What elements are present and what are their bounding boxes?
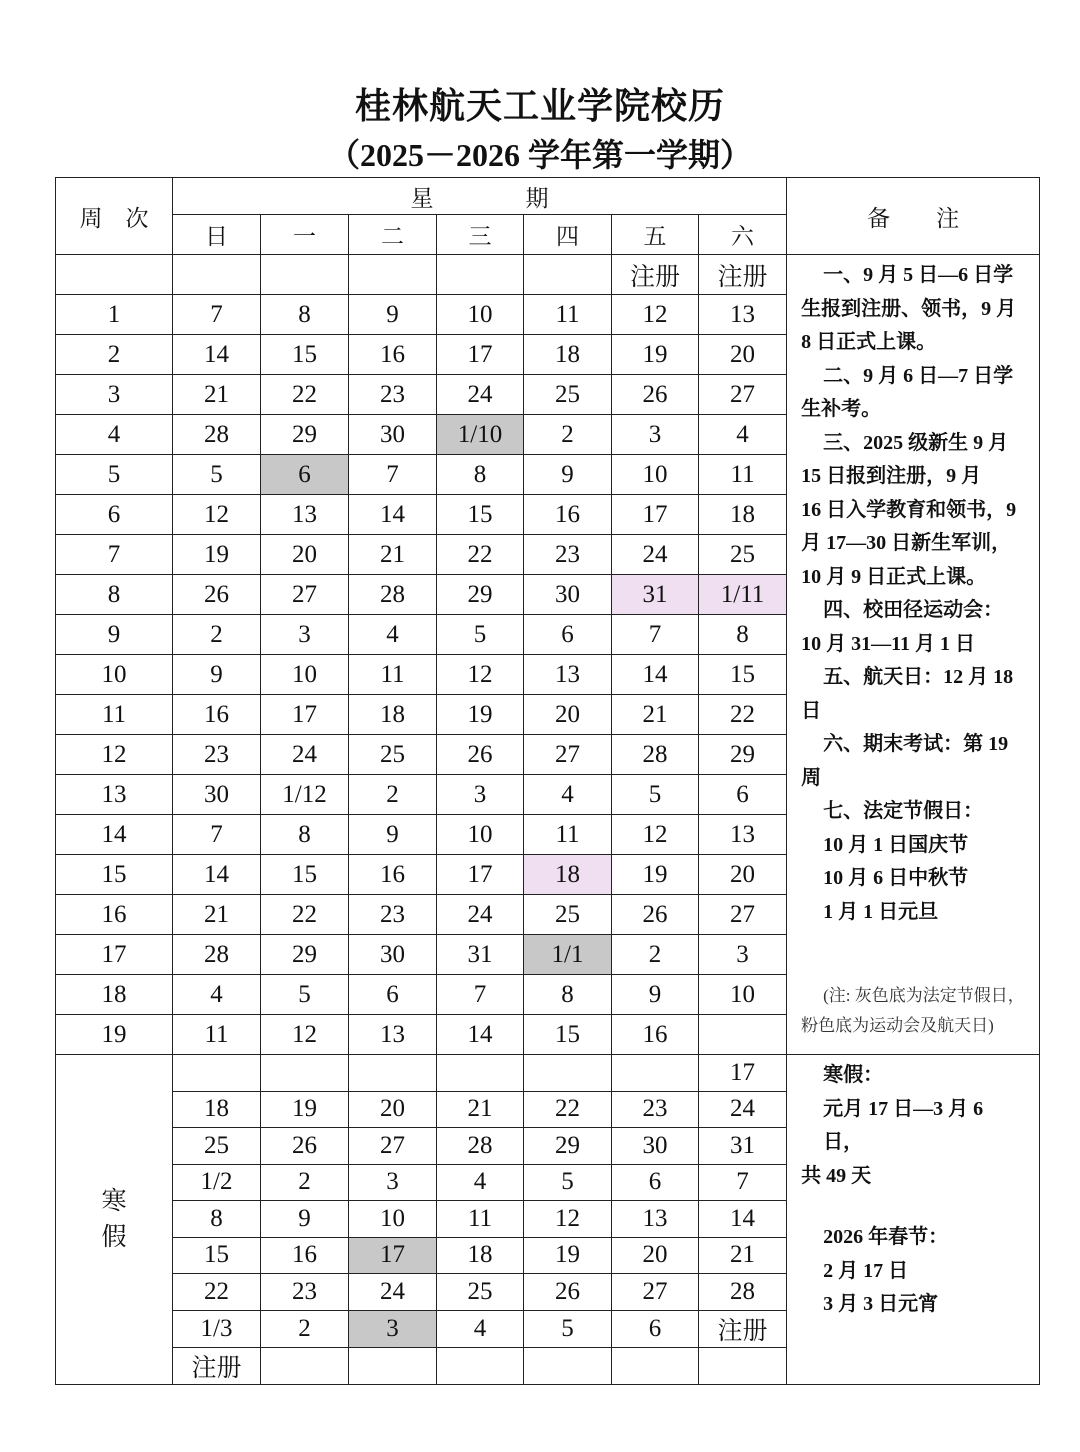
week-number-cell (56, 255, 173, 295)
day-cell: 15 (437, 495, 524, 535)
day-cell: 24 (612, 535, 699, 575)
day-cell: 3 (699, 935, 787, 975)
winter-note-line: 寒假： (823, 1064, 884, 1086)
week-number-cell: 18 (56, 975, 173, 1015)
day-cell: 26 (524, 1274, 612, 1311)
winter-note-line: 元月 17 日—3 月 6 日， (823, 1097, 984, 1153)
weekday-sun: 日 (173, 215, 261, 255)
day-cell: 15 (261, 335, 349, 375)
day-cell (437, 1055, 524, 1092)
week-number-cell: 1 (56, 295, 173, 335)
day-cell: 23 (349, 375, 437, 415)
day-cell: 注册 (612, 255, 699, 295)
day-cell: 8 (173, 1201, 261, 1238)
week-number-cell: 4 (56, 415, 173, 455)
week-number-cell: 17 (56, 935, 173, 975)
day-cell: 5 (261, 975, 349, 1015)
day-cell: 21 (349, 535, 437, 575)
day-cell: 11 (524, 295, 612, 335)
week-number-cell: 9 (56, 615, 173, 655)
day-cell: 1/10 (437, 415, 524, 455)
day-cell: 30 (524, 575, 612, 615)
day-cell: 21 (699, 1237, 787, 1274)
week-number-cell: 13 (56, 775, 173, 815)
day-cell: 6 (349, 975, 437, 1015)
day-cell: 14 (173, 855, 261, 895)
day-cell (349, 1347, 437, 1384)
day-cell (173, 1055, 261, 1092)
day-cell: 7 (437, 975, 524, 1015)
day-cell: 注册 (173, 1347, 261, 1384)
day-cell: 7 (699, 1164, 787, 1201)
week-number-cell: 10 (56, 655, 173, 695)
day-cell: 23 (524, 535, 612, 575)
day-cell: 1/3 (173, 1310, 261, 1347)
day-cell: 8 (699, 615, 787, 655)
notes-column-header: 备 注 (787, 178, 1040, 255)
note-line: 生报到注册、领书，9 月 (801, 297, 1017, 320)
note-line: 10 月 9 日正式上课。 (801, 565, 987, 588)
day-cell: 5 (437, 615, 524, 655)
day-cell: 18 (349, 695, 437, 735)
day-cell: 29 (524, 1128, 612, 1165)
day-cell: 21 (612, 695, 699, 735)
weekday-thu: 四 (524, 215, 612, 255)
day-cell: 23 (173, 735, 261, 775)
day-cell: 22 (261, 375, 349, 415)
note-line: 10 月 31—11 月 1 日 (801, 632, 975, 655)
day-cell: 17 (699, 1055, 787, 1092)
day-cell: 26 (173, 575, 261, 615)
day-cell: 8 (437, 455, 524, 495)
winter-break-label (56, 1055, 173, 1385)
day-cell: 19 (612, 335, 699, 375)
day-cell: 10 (699, 975, 787, 1015)
winter-break-label-char: 寒 (101, 1186, 127, 1216)
day-cell: 1/2 (173, 1164, 261, 1201)
day-cell: 18 (437, 1237, 524, 1274)
day-cell: 16 (524, 495, 612, 535)
day-cell (612, 1055, 699, 1092)
day-cell: 28 (173, 415, 261, 455)
day-cell: 9 (349, 295, 437, 335)
day-cell: 31 (437, 935, 524, 975)
day-cell: 21 (173, 375, 261, 415)
day-cell: 18 (524, 855, 612, 895)
note-line: 生补考。 (801, 398, 882, 420)
weekday-fri: 五 (612, 215, 699, 255)
day-cell: 18 (699, 495, 787, 535)
day-cell: 1/11 (699, 575, 787, 615)
day-cell: 24 (699, 1091, 787, 1128)
winter-note-line: 共 49 天 (801, 1164, 872, 1187)
day-cell: 28 (437, 1128, 524, 1165)
day-cell: 23 (261, 1274, 349, 1311)
day-cell: 30 (173, 775, 261, 815)
day-cell: 9 (612, 975, 699, 1015)
day-cell: 1/1 (524, 935, 612, 975)
day-cell: 20 (699, 335, 787, 375)
day-cell: 29 (437, 575, 524, 615)
day-cell: 4 (349, 615, 437, 655)
day-cell: 2 (524, 415, 612, 455)
day-cell: 13 (261, 495, 349, 535)
day-cell (699, 1015, 787, 1055)
day-cell: 14 (173, 335, 261, 375)
week-number-cell: 2 (56, 335, 173, 375)
day-cell (699, 1347, 787, 1384)
day-cell: 6 (261, 455, 349, 495)
day-cell: 5 (173, 455, 261, 495)
winter-note-line: 2026 年春节： (823, 1226, 949, 1248)
day-cell: 20 (699, 855, 787, 895)
day-cell: 31 (699, 1128, 787, 1165)
day-cell: 27 (612, 1274, 699, 1311)
day-cell: 26 (437, 735, 524, 775)
note-line: 8 日正式上课。 (801, 331, 937, 353)
day-cell: 25 (173, 1128, 261, 1165)
day-cell: 8 (261, 295, 349, 335)
day-cell: 5 (524, 1310, 612, 1347)
day-cell: 28 (699, 1274, 787, 1311)
day-cell: 17 (261, 695, 349, 735)
day-cell: 15 (699, 655, 787, 695)
spacer (801, 929, 1027, 981)
day-cell: 10 (612, 455, 699, 495)
day-cell: 13 (612, 1201, 699, 1238)
day-cell: 9 (173, 655, 261, 695)
day-cell: 28 (612, 735, 699, 775)
winter-break-label-char: 假 (101, 1222, 127, 1252)
note-line: 10 月 6 日中秋节 (823, 867, 969, 889)
day-cell: 11 (524, 815, 612, 855)
day-cell: 9 (524, 455, 612, 495)
day-cell: 21 (437, 1091, 524, 1128)
day-cell: 4 (524, 775, 612, 815)
day-cell: 3 (612, 415, 699, 455)
day-cell: 28 (173, 935, 261, 975)
day-cell: 19 (524, 1237, 612, 1274)
note-line: 日 (801, 699, 822, 722)
day-cell: 27 (261, 575, 349, 615)
day-cell: 23 (349, 895, 437, 935)
day-cell: 2 (173, 615, 261, 655)
day-cell: 14 (699, 1201, 787, 1238)
day-cell: 25 (349, 735, 437, 775)
day-cell (173, 255, 261, 295)
weekday-group-header: 星 期 (173, 178, 787, 215)
day-cell: 3 (349, 1310, 437, 1347)
day-cell: 22 (699, 695, 787, 735)
day-cell: 9 (261, 1201, 349, 1238)
day-cell: 18 (524, 335, 612, 375)
day-cell: 12 (437, 655, 524, 695)
day-cell: 10 (437, 815, 524, 855)
day-cell: 5 (524, 1164, 612, 1201)
day-cell: 15 (524, 1015, 612, 1055)
day-cell: 15 (173, 1237, 261, 1274)
winter-note-line: 2 月 17 日 (823, 1259, 909, 1282)
note-line: 16 日入学教育和领书，9 (801, 498, 1017, 521)
week-number-cell: 14 (56, 815, 173, 855)
day-cell: 16 (612, 1015, 699, 1055)
day-cell: 12 (612, 815, 699, 855)
day-cell: 22 (261, 895, 349, 935)
day-cell: 12 (173, 495, 261, 535)
day-cell: 14 (612, 655, 699, 695)
day-cell: 2 (261, 1310, 349, 1347)
day-cell: 24 (437, 375, 524, 415)
day-cell: 17 (349, 1237, 437, 1274)
day-cell: 30 (612, 1128, 699, 1165)
day-cell (349, 1055, 437, 1092)
day-cell: 19 (261, 1091, 349, 1128)
winter-note-line: 3 月 3 日元宵 (823, 1293, 939, 1315)
day-cell: 9 (349, 815, 437, 855)
note-line: 1 月 1 日元旦 (823, 900, 939, 923)
day-cell: 3 (349, 1164, 437, 1201)
day-cell: 28 (349, 575, 437, 615)
day-cell: 20 (524, 695, 612, 735)
day-cell: 3 (437, 775, 524, 815)
day-cell (349, 255, 437, 295)
notes-panel (787, 255, 1040, 1055)
day-cell: 注册 (699, 1310, 787, 1347)
day-cell: 20 (261, 535, 349, 575)
note-line: 周 (801, 766, 822, 789)
day-cell: 13 (699, 295, 787, 335)
note-line: 15 日报到注册，9 月 (801, 465, 982, 487)
day-cell: 25 (524, 375, 612, 415)
day-cell: 25 (524, 895, 612, 935)
day-cell: 16 (349, 855, 437, 895)
day-cell: 29 (261, 415, 349, 455)
weekday-mon: 一 (261, 215, 349, 255)
day-cell: 4 (173, 975, 261, 1015)
day-cell: 13 (699, 815, 787, 855)
day-cell: 10 (437, 295, 524, 335)
day-cell: 4 (437, 1164, 524, 1201)
day-cell: 6 (612, 1310, 699, 1347)
note-line: 五、航天日：12 月 18 (823, 666, 1014, 688)
day-cell: 7 (173, 295, 261, 335)
day-cell: 12 (261, 1015, 349, 1055)
day-cell: 8 (524, 975, 612, 1015)
day-cell: 6 (612, 1164, 699, 1201)
day-cell: 26 (261, 1128, 349, 1165)
day-cell: 23 (612, 1091, 699, 1128)
day-cell: 22 (173, 1274, 261, 1311)
day-cell: 10 (261, 655, 349, 695)
day-cell: 16 (261, 1237, 349, 1274)
week-number-cell: 15 (56, 855, 173, 895)
note-line: 月 17—30 日新生军训， (801, 532, 1012, 554)
legend-note: (注: 灰色底为法定节假日， (823, 986, 1025, 1005)
day-cell: 8 (261, 815, 349, 855)
day-cell: 29 (699, 735, 787, 775)
page-title: 桂林航天工业学院校历 (354, 86, 725, 126)
day-cell: 17 (437, 855, 524, 895)
day-cell: 24 (261, 735, 349, 775)
week-number-cell: 5 (56, 455, 173, 495)
day-cell: 20 (612, 1237, 699, 1274)
day-cell: 18 (173, 1091, 261, 1128)
note-line: 二、9 月 6 日—7 日学 (823, 364, 1014, 387)
week-number-cell: 8 (56, 575, 173, 615)
day-cell: 2 (349, 775, 437, 815)
weekday-wed: 三 (437, 215, 524, 255)
day-cell: 22 (524, 1091, 612, 1128)
day-cell: 10 (349, 1201, 437, 1238)
day-cell: 17 (437, 335, 524, 375)
weekday-sat: 六 (699, 215, 787, 255)
day-cell: 31 (612, 575, 699, 615)
day-cell: 20 (349, 1091, 437, 1128)
week-number-cell: 11 (56, 695, 173, 735)
day-cell: 30 (349, 415, 437, 455)
day-cell (261, 1055, 349, 1092)
day-cell: 4 (699, 415, 787, 455)
day-cell: 19 (612, 855, 699, 895)
day-cell: 7 (612, 615, 699, 655)
page-subtitle: （2025－2026 学年第一学期） (327, 137, 752, 173)
day-cell: 6 (699, 775, 787, 815)
note-line: 10 月 1 日国庆节 (823, 833, 969, 856)
week-number-cell: 16 (56, 895, 173, 935)
day-cell: 24 (437, 895, 524, 935)
week-number-cell: 3 (56, 375, 173, 415)
day-cell: 11 (173, 1015, 261, 1055)
day-cell: 27 (349, 1128, 437, 1165)
week-number-cell: 12 (56, 735, 173, 775)
day-cell: 16 (173, 695, 261, 735)
day-cell (437, 255, 524, 295)
day-cell: 12 (612, 295, 699, 335)
day-cell: 25 (699, 535, 787, 575)
day-cell: 26 (612, 895, 699, 935)
day-cell: 7 (349, 455, 437, 495)
note-line: 一、9 月 5 日—6 日学 (823, 264, 1014, 286)
day-cell: 14 (349, 495, 437, 535)
day-cell: 29 (261, 935, 349, 975)
day-cell: 1/12 (261, 775, 349, 815)
day-cell: 27 (699, 895, 787, 935)
note-line: 七、法定节假日： (823, 800, 984, 822)
note-line: 四、校田径运动会： (823, 599, 1004, 621)
day-cell: 22 (437, 535, 524, 575)
day-cell (261, 255, 349, 295)
day-cell: 2 (261, 1164, 349, 1201)
week-column-header: 周 次 (56, 178, 173, 255)
note-line: 三、2025 级新生 9 月 (823, 431, 1009, 454)
day-cell: 3 (261, 615, 349, 655)
spacer (801, 1193, 1027, 1221)
day-cell: 13 (524, 655, 612, 695)
day-cell: 16 (349, 335, 437, 375)
week-number-cell: 7 (56, 535, 173, 575)
day-cell (261, 1347, 349, 1384)
day-cell: 12 (524, 1201, 612, 1238)
day-cell: 11 (437, 1201, 524, 1238)
note-line: 六、期末考试：第 19 (823, 733, 1009, 755)
day-cell (612, 1347, 699, 1384)
day-cell: 2 (612, 935, 699, 975)
winter-notes-panel (787, 1055, 1040, 1385)
day-cell: 27 (699, 375, 787, 415)
day-cell (524, 255, 612, 295)
day-cell: 7 (173, 815, 261, 855)
day-cell: 21 (173, 895, 261, 935)
day-cell: 30 (349, 935, 437, 975)
day-cell: 17 (612, 495, 699, 535)
week-number-cell: 6 (56, 495, 173, 535)
day-cell: 注册 (699, 255, 787, 295)
day-cell: 4 (437, 1310, 524, 1347)
day-cell: 26 (612, 375, 699, 415)
day-cell: 25 (437, 1274, 524, 1311)
week-number-cell: 19 (56, 1015, 173, 1055)
day-cell: 11 (699, 455, 787, 495)
weekday-tue: 二 (349, 215, 437, 255)
day-cell: 19 (437, 695, 524, 735)
day-cell: 27 (524, 735, 612, 775)
day-cell (524, 1347, 612, 1384)
day-cell: 13 (349, 1015, 437, 1055)
day-cell: 5 (612, 775, 699, 815)
day-cell: 15 (261, 855, 349, 895)
calendar-table (55, 177, 1040, 1385)
day-cell: 19 (173, 535, 261, 575)
day-cell: 24 (349, 1274, 437, 1311)
legend-note: 粉色底为运动会及航天日) (801, 1016, 994, 1035)
day-cell (524, 1055, 612, 1092)
day-cell (437, 1347, 524, 1384)
day-cell: 14 (437, 1015, 524, 1055)
day-cell: 6 (524, 615, 612, 655)
day-cell: 11 (349, 655, 437, 695)
